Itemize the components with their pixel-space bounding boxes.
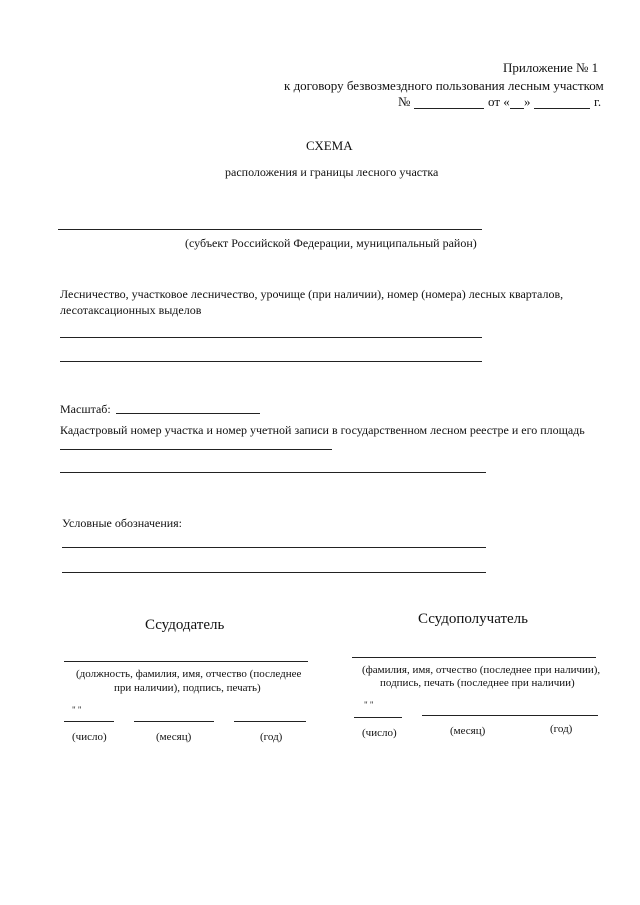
date-from-label: от « — [488, 94, 510, 109]
lender-month-line — [134, 721, 214, 722]
legend-label: Условные обозначения: — [62, 516, 183, 530]
region-caption: (субъект Российской Федерации, муниципальный район) — [185, 236, 477, 250]
lender-year-caption: (год) — [260, 731, 283, 743]
legend-line-2 — [62, 572, 486, 573]
lender-signature-line — [64, 661, 308, 662]
forestry-line-2 — [60, 361, 482, 362]
date-day-line — [510, 108, 524, 109]
scale-label: Масштаб: — [60, 402, 111, 416]
forestry-label: Лесничество, участковое лесничество, урочище (при наличии), номер (номера) лесных кварталов, — [60, 287, 564, 301]
cadastral-line-2 — [60, 472, 486, 473]
lender-caption-continued: при наличии), подпись, печать) — [114, 682, 261, 694]
lender-year-line — [234, 721, 306, 722]
date-month-line — [534, 108, 590, 109]
borrower-date-quotes: " " — [364, 700, 374, 710]
borrower-day-line — [354, 717, 402, 718]
contract-number-line — [414, 108, 484, 109]
forestry-line-1 — [60, 337, 482, 338]
borrower-month-year-line — [422, 715, 598, 716]
year-suffix: г. — [594, 94, 602, 109]
contract-reference: к договору безвозмездного пользования лесным участком — [284, 78, 604, 93]
lender-title: Ссудодатель — [145, 617, 225, 633]
borrower-caption: (фамилия, имя, отчество (последнее при наличии), — [362, 664, 601, 676]
scale-line — [116, 413, 260, 414]
legend-line-1 — [62, 547, 486, 548]
date-close-quote: » — [524, 94, 531, 109]
lender-day-line — [64, 721, 114, 722]
borrower-year-caption: (год) — [550, 723, 573, 735]
number-prefix: № — [398, 94, 411, 109]
lender-day-caption: (число) — [72, 731, 107, 743]
borrower-title: Ссудополучатель — [418, 611, 529, 627]
lender-caption: (должность, фамилия, имя, отчество (последнее — [76, 668, 302, 680]
document-title: СХЕМА — [306, 138, 353, 153]
borrower-day-caption: (число) — [362, 727, 397, 739]
lender-month-caption: (месяц) — [156, 731, 192, 743]
cadastral-line-1 — [60, 449, 332, 450]
appendix-number: Приложение № 1 — [503, 60, 599, 75]
cadastral-label: Кадастровый номер участка и номер учетной записи в государственном лесном реестре и его площадь — [60, 423, 585, 437]
lender-date-quotes: " " — [72, 705, 82, 715]
document-subtitle: расположения и границы лесного участка — [225, 165, 439, 179]
forestry-label-continued: лесотаксационных выделов — [60, 303, 202, 317]
borrower-signature-line — [352, 657, 596, 658]
borrower-caption-continued: подпись, печать (последнее при наличии) — [380, 677, 575, 689]
borrower-month-caption: (месяц) — [450, 725, 486, 737]
region-line — [58, 229, 482, 230]
